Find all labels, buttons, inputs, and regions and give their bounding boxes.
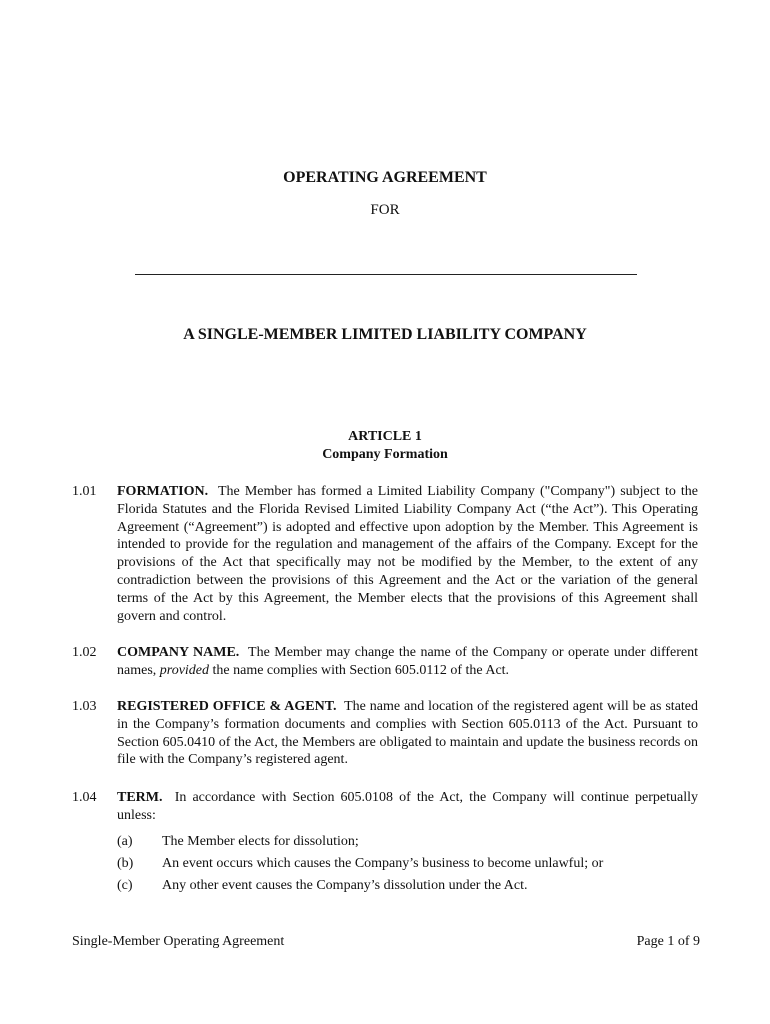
list-item bbox=[117, 833, 698, 855]
section-text: The Member may change the name of the Company or operate under different names, bbox=[117, 645, 699, 678]
section-text: The name and location of the registered agent will be as stated in the Company’s formation documents and complies with Section 605.0113 of the Act. Pursuant to Section 605.0410 of the Act, the Members are obligated to maintain and update the business records on file with the Company’s registered agent. bbox=[117, 699, 699, 768]
section-1-02 bbox=[72, 644, 698, 680]
footer-document-name: Single-Member Operating Agreement bbox=[72, 934, 285, 949]
footer-page-number: Page 1 of 9 bbox=[636, 934, 700, 949]
section-text: In accordance with Section 605.0108 of the Act, the Company will continue perpetually unless: bbox=[117, 790, 699, 823]
list-item bbox=[117, 877, 698, 899]
section-body bbox=[117, 789, 698, 825]
list-item-text: An event occurs which causes the Company’s business to become unlawful; or bbox=[162, 856, 604, 871]
section-1-01 bbox=[72, 483, 698, 625]
term-conditions-list bbox=[117, 833, 698, 899]
section-1-04 bbox=[72, 789, 698, 825]
list-item-text: The Member elects for dissolution; bbox=[162, 834, 359, 849]
section-body bbox=[117, 698, 698, 769]
section-number: 1.04 bbox=[72, 790, 97, 805]
section-body bbox=[117, 644, 698, 680]
section-text-italic: provided bbox=[159, 662, 210, 678]
section-number: 1.02 bbox=[72, 645, 97, 660]
section-number: 1.03 bbox=[72, 699, 97, 714]
section-heading: REGISTERED OFFICE & AGENT. bbox=[117, 699, 337, 714]
list-item-label: (a) bbox=[117, 834, 133, 849]
section-number: 1.01 bbox=[72, 484, 97, 499]
section-text: the name complies with Section 605.0112 of the Act. bbox=[212, 662, 510, 678]
list-item-label: (b) bbox=[117, 856, 134, 871]
section-1-03 bbox=[72, 698, 698, 769]
section-heading: COMPANY NAME. bbox=[117, 645, 240, 660]
document-subtitle: A SINGLE-MEMBER LIMITED LIABILITY COMPANY bbox=[183, 326, 587, 343]
article-number: ARTICLE 1 bbox=[348, 429, 422, 444]
document-for-text: FOR bbox=[370, 202, 400, 218]
document-title: OPERATING AGREEMENT bbox=[283, 169, 487, 186]
list-item bbox=[117, 855, 698, 877]
list-item-text: Any other event causes the Company’s dissolution under the Act. bbox=[162, 878, 528, 893]
section-text: The Member has formed a Limited Liability Company ("Company") subject to the Florida Statutes and the Florida Revised Limited Liability Company Act (“the Act”). This Operating Agreement (“Agreement”) is adopted and effective upon adoption by the Member. This Agreement is intended to provide for the regulation and management of the affairs of the Company. Except for the provisions of the Act that specifically may not be modified by the Member, to the extent of any contradiction between the provisions of this Agreement and the Act or the variation of the general terms of the Act by this Agreement, the Member elects that the provisions of this Agreement shall govern and control. bbox=[117, 484, 698, 624]
section-body bbox=[117, 483, 698, 625]
section-heading: FORMATION. bbox=[117, 484, 209, 499]
article-name: Company Formation bbox=[322, 447, 448, 462]
list-item-label: (c) bbox=[117, 878, 133, 893]
company-name-blank-line bbox=[135, 274, 637, 275]
section-heading: TERM. bbox=[117, 790, 163, 805]
